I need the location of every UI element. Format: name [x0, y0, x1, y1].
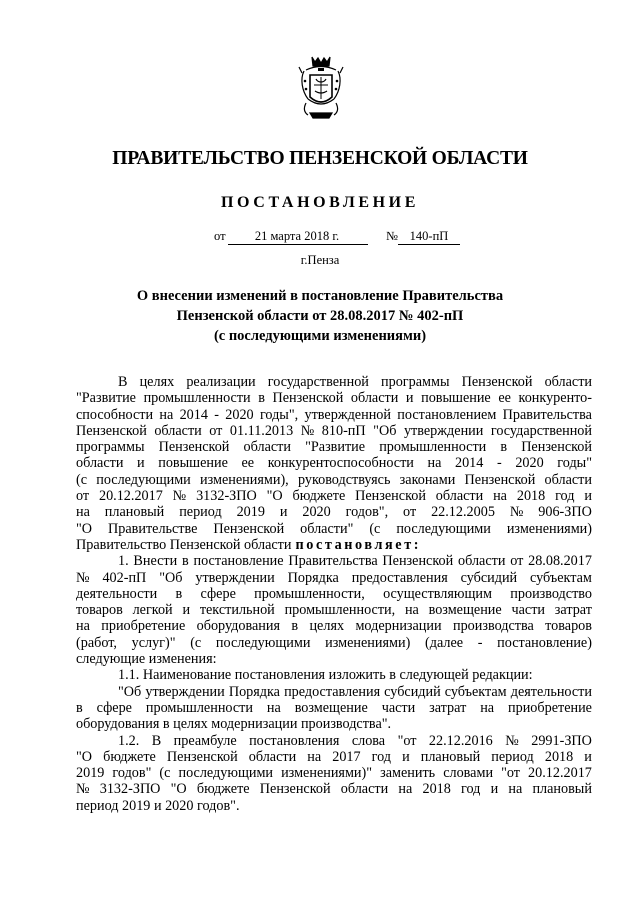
body-word: области": [300, 520, 354, 537]
body-word: затрат: [429, 699, 467, 716]
body-word: постановлением: [397, 406, 497, 423]
body-word: от: [209, 422, 223, 439]
body-word: осуществляющим: [383, 585, 492, 602]
body-word: Правительства: [288, 553, 378, 570]
body-word: на: [427, 455, 442, 472]
body-word: Внести: [133, 553, 178, 570]
body-word: №: [505, 732, 519, 749]
body-word: субсидий: [460, 569, 518, 586]
body-line: [76, 553, 592, 569]
body-word: годы",: [259, 406, 299, 423]
body-word: годов",: [345, 504, 389, 521]
body-word: сфере: [96, 699, 132, 716]
number-prefix: №: [386, 229, 398, 243]
body-line: [76, 439, 592, 455]
body-word: законами: [399, 471, 456, 488]
body-word: руководствуясь: [297, 471, 391, 488]
body-word: на: [266, 699, 281, 716]
body-word: субъектам: [530, 569, 592, 586]
body-word: изменениями),: [200, 471, 289, 488]
body-word: оборудования: [196, 618, 280, 635]
body-word: "Об: [118, 683, 142, 700]
body-line: [76, 716, 592, 732]
body-word: "О: [170, 781, 187, 798]
document-date: [224, 229, 370, 244]
body-word: Пензенской: [461, 374, 533, 390]
body-line: [76, 488, 592, 504]
body-word: программы: [76, 439, 145, 456]
body-line: [76, 684, 592, 700]
body-word: Пензенской: [464, 471, 536, 488]
body-line: [76, 570, 592, 586]
body-word: 1.1. Наименование постановления изложить в следующей редакции:: [118, 667, 533, 684]
subject-line: (с последующими изменениями): [213, 328, 427, 344]
body-word: области: [243, 439, 291, 456]
date-prefix: от: [214, 229, 226, 243]
body-word: 1.2.: [118, 732, 140, 749]
body-line: [76, 618, 592, 634]
body-word: программы: [381, 374, 450, 390]
body-word: на: [404, 602, 419, 619]
body-word: и: [137, 455, 145, 472]
body-word: деятельности: [510, 683, 592, 700]
body-word: -: [496, 455, 502, 472]
body-word: модернизации: [355, 618, 442, 635]
body-word: оборудования в целях модернизации производства".: [76, 716, 392, 733]
body-word: и: [405, 390, 414, 407]
body-word: Порядка: [228, 683, 280, 700]
body-word: год: [555, 488, 575, 505]
body-word: 3132-ЗПО: [196, 488, 257, 505]
body-word: реализации: [186, 374, 256, 390]
body-word: последующими: [178, 765, 274, 782]
body-word: возмещение: [428, 602, 502, 619]
body-word: Пензенской: [76, 422, 147, 439]
document-number: [398, 229, 460, 244]
body-word: 20.12.2017: [98, 488, 163, 505]
body-word: Пензенской: [259, 781, 331, 798]
body-word: Пензенской: [355, 488, 426, 505]
body-word: производство: [510, 585, 592, 602]
body-line: [76, 651, 592, 667]
body-word: затрат: [554, 602, 592, 619]
body-word: 2014: [179, 406, 208, 423]
body-word: конкурентоспособности: [267, 455, 414, 472]
body-word: на: [508, 781, 523, 798]
body-word: целях: [139, 374, 175, 390]
body-word: утверждении: [403, 422, 484, 439]
body-word: (далее: [425, 634, 464, 651]
body-word: от: [510, 553, 524, 570]
body-word: в: [258, 390, 265, 407]
body-word: 2019: [236, 504, 265, 521]
body-word: Пензенской: [272, 390, 344, 407]
body-line: [76, 667, 592, 683]
date-underline: [228, 244, 368, 245]
body-word: -: [477, 634, 483, 651]
body-word: -: [214, 406, 219, 423]
body-word: 22.12.2016: [428, 732, 493, 749]
body-line: [76, 798, 592, 814]
body-word: "О: [266, 488, 283, 505]
body-word: 810-пП: [321, 422, 366, 439]
body-word: период: [491, 748, 534, 765]
body-word: на: [480, 699, 495, 716]
body-word: приобретение: [101, 618, 186, 635]
body-word: изменениями)": [281, 765, 373, 782]
body-word: 20.12.2017: [528, 765, 592, 782]
body-line: [76, 390, 592, 406]
body-line: [76, 472, 592, 488]
body-word: в: [291, 618, 299, 635]
body-word: изменениями): [506, 520, 592, 537]
body-line: [76, 407, 592, 423]
body-word: субсидий: [384, 683, 441, 700]
body-word: "Об: [159, 569, 183, 586]
body-word: №: [76, 781, 90, 798]
body-word: и: [182, 602, 191, 619]
document-subject: [100, 286, 540, 346]
body-word: Пензенской: [521, 439, 592, 456]
body-word: в: [76, 699, 83, 716]
body-word: на: [398, 781, 413, 798]
body-line: [76, 423, 592, 439]
body-word: бюджете: [292, 488, 346, 505]
body-word: постановления: [249, 732, 340, 749]
body-word: 28.08.2017: [528, 553, 592, 570]
body-word: 2991-ЗПО: [531, 732, 592, 749]
body-word: плановый: [532, 781, 592, 798]
body-word: предоставления: [351, 569, 448, 586]
body-word: (с: [159, 765, 171, 782]
body-word: №: [509, 504, 524, 521]
body-word: год: [371, 748, 392, 765]
body-word: товаров: [545, 618, 592, 635]
body-word: целях: [309, 618, 345, 635]
body-word: годов": [112, 765, 152, 782]
number-underline: [398, 244, 460, 245]
body-word: и: [402, 748, 410, 765]
body-word: и: [584, 488, 592, 505]
body-word: плановый: [420, 748, 481, 765]
body-word: области: [458, 553, 506, 570]
document-body: [76, 374, 592, 814]
city: г.Пенза: [300, 253, 340, 267]
body-word: Пензенской: [166, 748, 238, 765]
body-word: 2020: [515, 455, 544, 472]
government-title: ПРАВИТЕЛЬСТВО ПЕНЗЕНСКОЙ ОБЛАСТИ: [112, 148, 528, 169]
body-word: и: [490, 781, 499, 798]
body-line: [76, 602, 592, 618]
body-word: плановый: [104, 504, 165, 521]
body-word: на: [493, 488, 507, 505]
body-line: [76, 374, 592, 390]
body-line: [76, 455, 592, 471]
body-word: ее: [498, 390, 511, 407]
body-word: предоставления: [284, 683, 381, 700]
body-word: бюджете: [196, 781, 250, 798]
body-word: повышение: [158, 455, 228, 472]
body-word: области: [76, 455, 124, 472]
body-word: "О: [76, 520, 93, 537]
body-line: [76, 521, 592, 537]
body-word: "О: [76, 748, 93, 765]
body-word: период: [179, 504, 222, 521]
body-word: 906-ЗПО: [538, 504, 592, 521]
body-word: легкой: [132, 602, 173, 619]
body-word: "Развитие: [76, 390, 136, 407]
body-word: (с: [190, 634, 202, 651]
body-word: области: [544, 471, 592, 488]
body-word: 2018: [544, 748, 574, 765]
body-word: словами: [443, 765, 494, 782]
body-word: постановление: [193, 553, 284, 570]
body-word: повышение: [421, 390, 491, 407]
body-word: Правительство Пензенской области: [76, 536, 292, 553]
body-word: на: [76, 618, 90, 635]
body-line: [76, 749, 592, 765]
body-word: последующими: [215, 634, 311, 651]
body-word: производства: [452, 618, 534, 635]
coat-of-arms-icon: [296, 53, 346, 121]
body-word: Пензенской: [158, 439, 230, 456]
body-word: заменить: [380, 765, 436, 782]
body-word: №: [172, 488, 187, 505]
body-word: 3132-ЗПО: [99, 781, 161, 798]
body-word: способности: [76, 406, 154, 423]
body-word: текстильной: [199, 602, 275, 619]
document-number-value: 140-пП: [409, 229, 449, 243]
body-word: год: [461, 781, 481, 798]
body-word: и: [584, 748, 592, 765]
body-word: в: [500, 439, 508, 456]
body-word: области: [154, 422, 202, 439]
body-word: годы": [557, 455, 592, 472]
body-word: "от: [501, 765, 520, 782]
body-word: "от: [397, 732, 417, 749]
body-word: преамбуле: [173, 732, 237, 749]
body-word: период 2019 и 2020 годов".: [76, 797, 240, 814]
body-word: 2020: [302, 504, 331, 521]
body-word: от: [76, 488, 90, 505]
body-word: (с: [369, 520, 381, 537]
body-word: промышленности: [143, 390, 251, 407]
body-word: части: [511, 602, 545, 619]
body-word: на: [76, 504, 90, 521]
body-word: Правительства: [502, 406, 592, 423]
body-word: бюджете: [103, 748, 156, 765]
body-word: в: [182, 553, 189, 570]
body-word: области: [435, 488, 484, 505]
body-line: [76, 504, 592, 520]
body-word: промышленности,: [254, 585, 365, 602]
body-word: следующие изменения:: [76, 651, 217, 668]
body-word: Правительстве: [108, 520, 198, 537]
body-word: 01.11.2013: [229, 422, 294, 439]
body-word: (работ,: [76, 634, 117, 651]
body-word: №: [76, 569, 90, 586]
body-word: промышленности,: [284, 602, 396, 619]
body-word: "Об: [373, 422, 397, 439]
document-type: ПОСТАНОВЛЕНИЕ: [221, 194, 419, 211]
document-date-value: 21 марта 2018 г.: [254, 229, 340, 243]
body-word: сфере: [200, 585, 236, 602]
body-word: части: [381, 699, 416, 716]
body-word: В: [118, 374, 128, 390]
body-word: промышленности: [379, 439, 487, 456]
body-word: утверждении: [195, 569, 275, 586]
subject-line: О внесении изменений в постановление Правительства: [136, 288, 504, 304]
body-word: последующими: [96, 471, 191, 488]
body-word: Порядка: [287, 569, 339, 586]
body-word: области: [340, 781, 389, 798]
body-word: постановление): [497, 634, 592, 651]
body-word: товаров: [76, 602, 123, 619]
body-word: В: [151, 732, 162, 749]
body-word: 2019: [76, 765, 105, 782]
body-line: [76, 635, 592, 651]
body-word: 22.12.2005: [431, 504, 495, 521]
body-word: области: [544, 374, 592, 390]
body-word: 2017: [332, 748, 361, 765]
resolution-keyword: постановляет:: [295, 536, 422, 553]
body-word: утвержденной: [304, 406, 391, 423]
body-line: [76, 765, 592, 781]
body-word: 402-пП: [102, 569, 147, 586]
body-word: области: [248, 748, 297, 765]
body-word: конкуренто-: [518, 390, 592, 407]
body-word: деятельности: [76, 585, 158, 602]
body-word: и: [279, 504, 288, 521]
body-word: услуг)": [131, 634, 176, 651]
body-word: ее: [241, 455, 255, 472]
body-word: слова: [351, 732, 386, 749]
body-line: [76, 586, 592, 602]
body-line: [76, 537, 592, 553]
body-word: 2018: [422, 781, 451, 798]
body-word: Пензенской: [213, 520, 285, 537]
body-word: на: [307, 748, 322, 765]
body-word: на: [159, 406, 174, 423]
body-word: 2018: [516, 488, 546, 505]
body-word: изменениями): [325, 634, 411, 651]
body-word: Пензенской: [382, 553, 454, 570]
body-word: от: [403, 504, 417, 521]
body-word: субъектам: [444, 683, 507, 700]
body-word: (с: [76, 471, 88, 488]
body-line: [76, 733, 592, 749]
body-word: 2020: [225, 406, 254, 423]
body-word: 2014: [454, 455, 484, 472]
body-word: государственной: [490, 422, 592, 439]
body-word: последующими: [396, 520, 491, 537]
body-word: промышленности: [145, 699, 253, 716]
body-word: утверждении: [145, 683, 225, 700]
body-word: в: [175, 585, 183, 602]
body-word: государственной: [267, 374, 369, 390]
body-word: возмещение: [294, 699, 368, 716]
body-word: 1.: [118, 553, 129, 570]
body-line: [76, 781, 592, 797]
body-word: приобретение: [508, 699, 592, 716]
body-line: [76, 700, 592, 716]
body-word: №: [300, 422, 315, 439]
body-word: области: [350, 390, 399, 407]
body-word: "Развитие: [305, 439, 366, 456]
subject-line: Пензенской области от 28.08.2017 № 402-пП: [176, 308, 464, 324]
